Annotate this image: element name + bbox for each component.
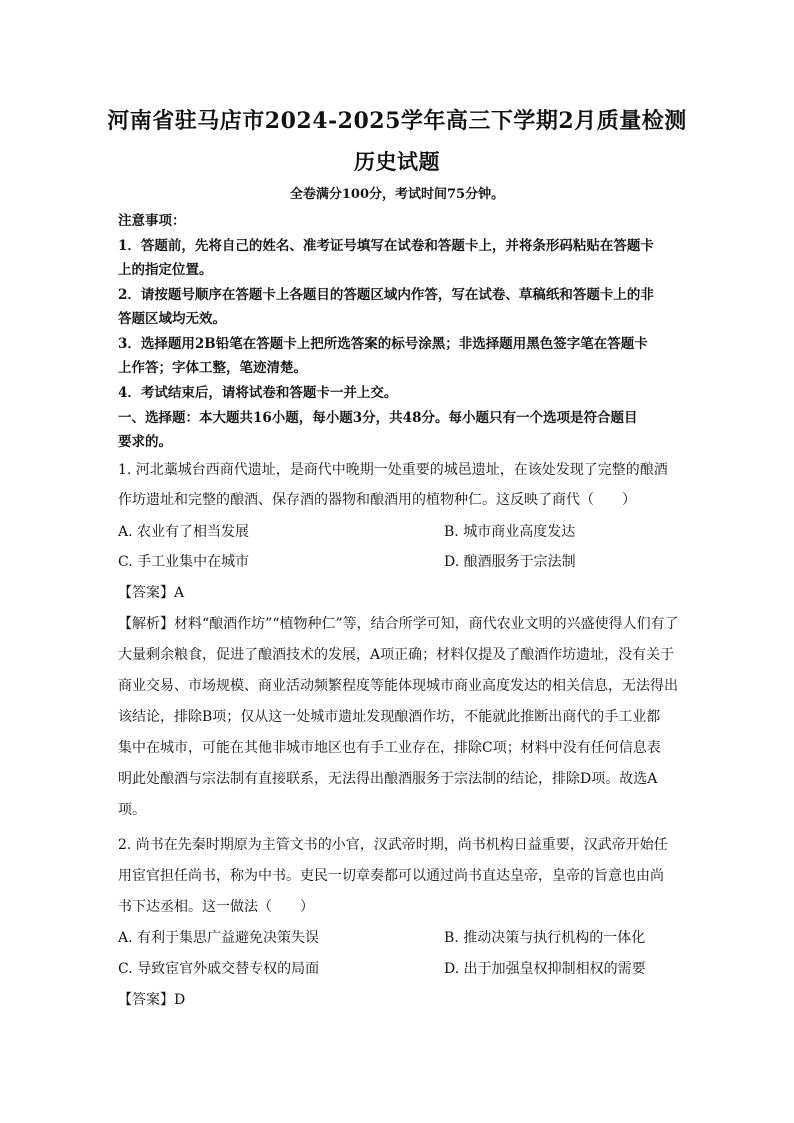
- question-1-stem: 1. 河北藁城台西商代遗址，是商代中晚期一处重要的城邑遗址，在该处发现了完整的酿酒: [118, 462, 668, 478]
- question-2-stem: 2. 尚书在先秦时期原为主管文书的小官，汉武帝时期，尚书机构日益重要，汉武帝开始任: [118, 837, 668, 853]
- notice-line: 1．答题前，先将自己的姓名、准考证号填写在试卷和答题卡上，并将条形码粘贴在答题卡: [118, 238, 654, 254]
- notice-line: 3．选择题用2B铅笔在答题卡上把所选答案的标号涂黑；非选择题用黑色签字笔在答题卡: [118, 336, 648, 352]
- question-1-analysis: 明此处酿酒与宗法制有直接联系，无法得出酿酒服务于宗法制的结论，排除D项。故选A: [118, 771, 658, 787]
- notice-line: 上的指定位置。: [118, 262, 213, 278]
- question-1-option-b: B. 城市商业高度发达: [444, 524, 576, 540]
- question-1-analysis: 项。: [118, 802, 146, 818]
- exam-subject: 历史试题: [354, 149, 440, 174]
- section-heading: 要求的。: [118, 434, 172, 450]
- exam-info: 全卷满分100分，考试时间75分钟。: [289, 187, 505, 202]
- exam-title: 河南省驻马店市2024-2025学年高三下学期2月质量检测: [107, 108, 687, 134]
- question-1-option-d: D. 酿酒服务于宗法制: [444, 554, 576, 570]
- question-1-option-a: A. 农业有了相当发展: [118, 524, 250, 540]
- question-1-analysis: 【解析】材料“酿酒作坊”“植物种仁”等，结合所学可知，商代农业文明的兴盛使得人们有了: [118, 616, 679, 632]
- notice-line: 答题区域均无效。: [118, 311, 226, 327]
- question-1-option-c: C. 手工业集中在城市: [118, 554, 250, 570]
- notice-line: 2．请按题号顺序在答题卡上各题目的答题区域内作答，写在试卷、草稿纸和答题卡上的非: [118, 287, 654, 303]
- notice-line: 4．考试结束后，请将试卷和答题卡一并上交。: [118, 385, 398, 401]
- question-2-option-c: C. 导致宦官外戚交替专权的局面: [118, 961, 320, 977]
- question-2-option-d: D. 出于加强皇权抑制相权的需要: [444, 961, 646, 977]
- question-1-stem: 作坊遗址和完整的酿酒、保存酒的器物和酿酒用的植物种仁。这反映了商代（ ）: [118, 492, 636, 508]
- question-1-analysis: 集中在城市，可能在其他非城市地区也有手工业存在，排除C项；材料中没有任何信息表: [118, 740, 661, 756]
- notice-line: 上作答；字体工整，笔迹清楚。: [118, 360, 307, 376]
- section-heading: 一、选择题：本大题共16小题，每小题3分，共48分。每小题只有一个选项是符合题目: [118, 410, 638, 426]
- question-1-analysis: 该结论，排除B项；仅从这一处城市遗址发现酿酒作坊，不能就此推断出商代的手工业都: [118, 709, 661, 725]
- question-2-stem: 用宦官担任尚书，称为中书。吏民一切章奏都可以通过尚书直达皇帝，皇帝的旨意也由尚: [118, 868, 664, 884]
- question-1-analysis: 商业交易、市场规模、商业活动频繁程度等能体现城市商业高度发达的相关信息，无法得出: [118, 678, 678, 694]
- notice-heading: 注意事项：: [118, 213, 186, 229]
- question-2-stem: 书下达丞相。这一做法（ ）: [118, 899, 314, 915]
- question-2-answer: 【答案】D: [118, 992, 186, 1008]
- question-1-analysis: 大量剩余粮食，促进了酿酒技术的发展，A项正确；材料仅提及了酿酒作坊遗址，没有关于: [118, 647, 675, 663]
- question-1-answer: 【答案】A: [118, 585, 185, 601]
- question-2-option-b: B. 推动决策与执行机构的一体化: [444, 930, 646, 946]
- question-2-option-a: A. 有利于集思广益避免决策失误: [118, 930, 320, 946]
